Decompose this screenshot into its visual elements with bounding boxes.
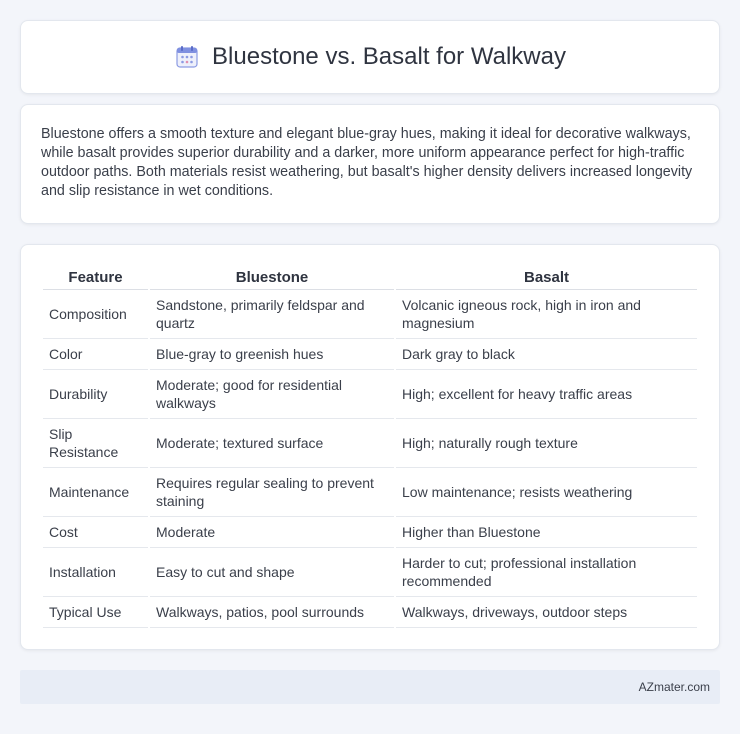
table-row <box>43 548 697 597</box>
bluestone-cell: Blue-gray to greenish hues <box>149 339 395 370</box>
table-row <box>43 597 697 628</box>
feature-cell: Color <box>43 339 149 370</box>
basalt-cell: Dark gray to black <box>395 339 697 370</box>
page-title: Bluestone vs. Basalt for Walkway <box>212 43 566 70</box>
feature-cell: Installation <box>43 548 149 597</box>
feature-cell: Slip Resistance <box>43 419 149 468</box>
header-basalt: Basalt <box>395 265 697 290</box>
comparison-table <box>43 265 697 628</box>
footer-brand: AZmater.com <box>638 680 710 694</box>
bluestone-cell: Easy to cut and shape <box>149 548 395 597</box>
basalt-cell: Walkways, driveways, outdoor steps <box>395 597 697 628</box>
table-row <box>43 370 697 419</box>
table-row <box>43 468 697 517</box>
basalt-cell: Harder to cut; professional installation recommended <box>395 548 697 597</box>
bluestone-cell: Moderate; textured surface <box>149 419 395 468</box>
basalt-cell: Low maintenance; resists weathering <box>395 468 697 517</box>
bluestone-cell: Sandstone, primarily feldspar and quartz <box>149 290 395 339</box>
comparison-table-card <box>20 244 720 650</box>
table-header-row <box>43 265 697 290</box>
feature-cell: Cost <box>43 517 149 548</box>
header-bluestone: Bluestone <box>149 265 395 290</box>
title-wrap <box>174 43 566 71</box>
description-card <box>20 104 720 224</box>
calendar-icon <box>174 44 200 70</box>
basalt-cell: Volcanic igneous rock, high in iron and magnesium <box>395 290 697 339</box>
table-row <box>43 290 697 339</box>
basalt-cell: High; naturally rough texture <box>395 419 697 468</box>
header-feature: Feature <box>43 265 149 290</box>
table-row <box>43 339 697 370</box>
title-card <box>20 20 720 94</box>
basalt-cell: High; excellent for heavy traffic areas <box>395 370 697 419</box>
feature-cell: Maintenance <box>43 468 149 517</box>
bluestone-cell: Moderate <box>149 517 395 548</box>
description-text: Bluestone offers a smooth texture and elegant blue-gray hues, making it ideal for decorative walkways, while basalt provides superior durability and a darker, more uniform appearance perfect for high-traffic outdoor paths. Both materials resist weathering, but basalt's higher density delivers increased longevity and slip resistance in wet conditions. <box>41 126 693 199</box>
feature-cell: Typical Use <box>43 597 149 628</box>
basalt-cell: Higher than Bluestone <box>395 517 697 548</box>
bluestone-cell: Moderate; good for residential walkways <box>149 370 395 419</box>
feature-cell: Durability <box>43 370 149 419</box>
bluestone-cell: Requires regular sealing to prevent staining <box>149 468 395 517</box>
table-row <box>43 419 697 468</box>
table-row <box>43 517 697 548</box>
bluestone-cell: Walkways, patios, pool surrounds <box>149 597 395 628</box>
feature-cell: Composition <box>43 290 149 339</box>
footer <box>20 670 720 704</box>
